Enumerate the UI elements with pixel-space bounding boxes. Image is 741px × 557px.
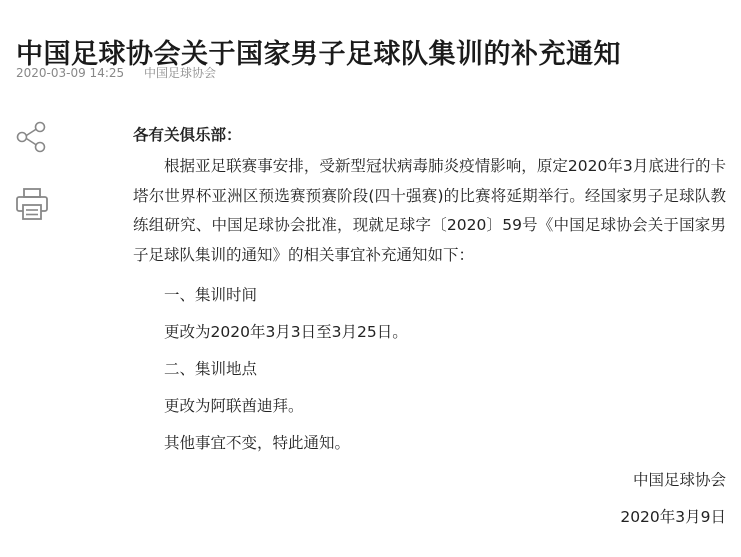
publish-datetime: 2020-03-09 14:25 (16, 66, 125, 80)
share-button[interactable] (14, 120, 48, 154)
sign-date: 2020年3月9日 (620, 508, 726, 526)
section1-heading: 一、集训时间 (164, 286, 258, 304)
section2-text: 更改为阿联酋迪拜。 (164, 397, 304, 415)
article-title: 中国足球协会关于国家男子足球队集训的补充通知 (16, 39, 621, 71)
signature: 中国足球协会 (632, 471, 726, 489)
share-icon (14, 120, 48, 154)
section2-heading: 二、集训地点 (164, 360, 258, 378)
salutation: 各有关俱乐部： (133, 126, 242, 144)
printer-icon (14, 186, 50, 222)
section1-text: 更改为2020年3月3日至3月25日。 (164, 323, 408, 341)
print-button[interactable] (14, 186, 50, 222)
article-body (133, 118, 726, 536)
article-source[interactable]: 中国足球协会 (143, 66, 216, 80)
closing-line: 其他事宜不变，特此通知。 (164, 434, 351, 452)
article-meta (16, 64, 216, 82)
intro-paragraph: 根据亚足联赛事安排，受新型冠状病毒肺炎疫情影响，原定2020年3月底进行的卡塔尔世界杯亚洲区预选赛预赛阶段(四十强赛)的比赛将延期举行。经国家男子足球队教练组研究、中国足球协会批准，现就足球字〔2020〕59号《中国足球协会关于国家男子足球队集训的通知》的相关事宜补充通知如下： (133, 157, 726, 264)
